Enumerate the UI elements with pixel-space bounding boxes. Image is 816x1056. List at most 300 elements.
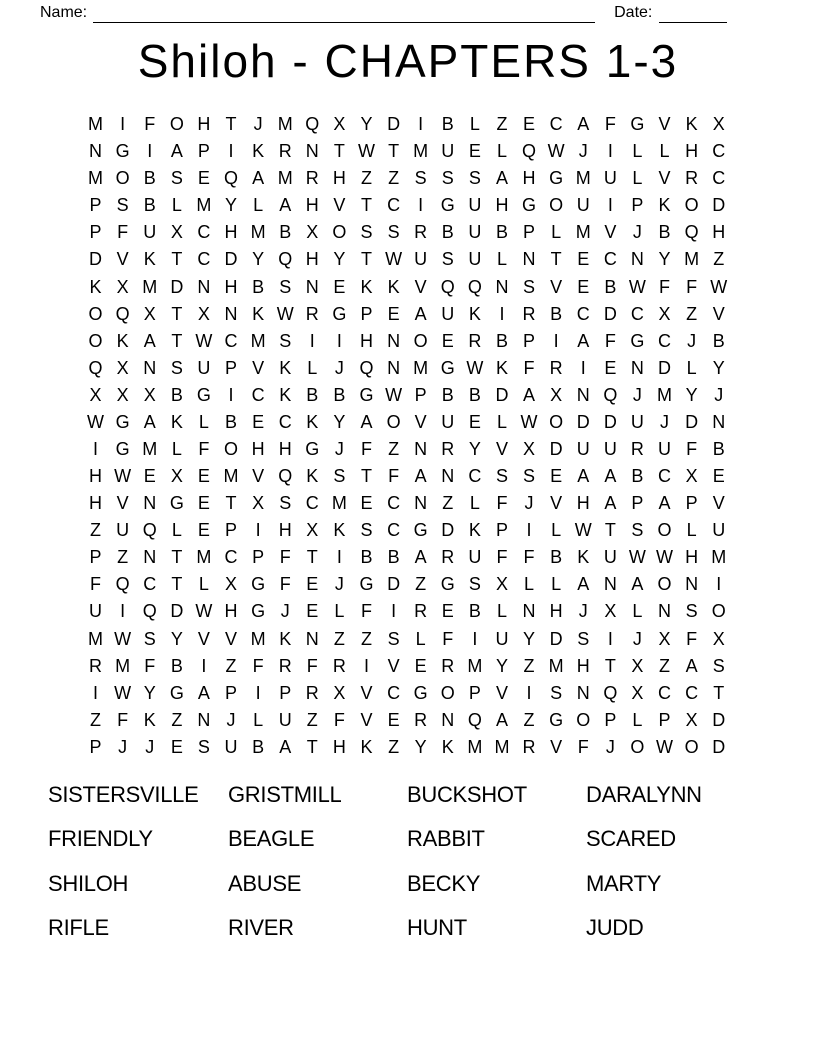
grid-letter: X bbox=[550, 384, 563, 405]
grid-letter: C bbox=[387, 682, 401, 703]
grid-letter: I bbox=[93, 438, 99, 459]
grid-letter: L bbox=[415, 628, 426, 649]
grid-letter: Q bbox=[467, 276, 482, 297]
grid-letter: U bbox=[224, 736, 238, 757]
grid-letter: Y bbox=[414, 736, 427, 757]
grid-letter: J bbox=[334, 357, 344, 378]
grid-letter: M bbox=[250, 330, 266, 351]
grid-letter: E bbox=[306, 601, 319, 622]
grid-letter: C bbox=[143, 574, 157, 595]
grid-letter: Q bbox=[115, 303, 130, 324]
grid-letter: H bbox=[224, 601, 238, 622]
grid-letter: X bbox=[143, 384, 156, 405]
grid-letter: J bbox=[524, 493, 534, 514]
grid-letter: J bbox=[578, 601, 588, 622]
grid-letter: A bbox=[658, 493, 671, 514]
grid-letter: B bbox=[441, 384, 454, 405]
grid-letter: S bbox=[387, 222, 400, 243]
grid-letter: B bbox=[170, 384, 183, 405]
grid-letter: V bbox=[495, 438, 508, 459]
grid-letter: P bbox=[225, 682, 238, 703]
grid-letter: W bbox=[114, 628, 132, 649]
grid-letter: E bbox=[333, 276, 346, 297]
grid-letter: N bbox=[197, 709, 211, 730]
grid-letter: V bbox=[387, 655, 400, 676]
grid-letter: X bbox=[712, 114, 725, 135]
grid-letter: A bbox=[279, 736, 292, 757]
grid-letter: W bbox=[385, 384, 403, 405]
grid-letter: U bbox=[441, 141, 455, 162]
grid-letter: N bbox=[224, 303, 238, 324]
grid-letter: A bbox=[252, 168, 265, 189]
grid-letter: G bbox=[169, 493, 184, 514]
grid-letter: B bbox=[333, 384, 346, 405]
grid-letter: C bbox=[468, 466, 482, 487]
grid-letter: O bbox=[224, 438, 239, 459]
grid-letter: P bbox=[225, 357, 238, 378]
grid-letter: D bbox=[712, 736, 726, 757]
grid-letter: H bbox=[197, 114, 211, 135]
grid-letter: V bbox=[550, 276, 563, 297]
grid-letter: C bbox=[387, 493, 401, 514]
grid-letter: G bbox=[332, 303, 347, 324]
grid-letter: N bbox=[441, 466, 455, 487]
grid-letter: A bbox=[360, 411, 373, 432]
grid-letter: K bbox=[170, 411, 183, 432]
grid-letter: E bbox=[197, 168, 210, 189]
grid-letter: D bbox=[685, 411, 699, 432]
grid-letter: H bbox=[522, 168, 536, 189]
grid-letter: S bbox=[685, 601, 698, 622]
grid-letter: V bbox=[225, 628, 238, 649]
grid-letter: W bbox=[114, 682, 132, 703]
grid-letter: A bbox=[414, 466, 427, 487]
grid-letter: E bbox=[197, 520, 210, 541]
word-list-item: MARTY bbox=[586, 870, 662, 896]
grid-letter: L bbox=[686, 520, 697, 541]
grid-letter: D bbox=[89, 249, 103, 270]
grid-letter: W bbox=[520, 411, 538, 432]
grid-letter: D bbox=[224, 249, 238, 270]
grid-letter: K bbox=[143, 249, 156, 270]
grid-letter: W bbox=[656, 547, 674, 568]
grid-letter: M bbox=[223, 466, 239, 487]
grid-letter: B bbox=[143, 195, 156, 216]
grid-letter: C bbox=[576, 303, 590, 324]
grid-letter: U bbox=[468, 195, 482, 216]
word-list-item: SISTERSVILLE bbox=[48, 782, 199, 808]
grid-letter: F bbox=[306, 655, 318, 676]
grid-letter: W bbox=[710, 276, 728, 297]
grid-letter: J bbox=[280, 601, 290, 622]
grid-letter: G bbox=[305, 438, 320, 459]
grid-letter: F bbox=[686, 628, 698, 649]
grid-letter: A bbox=[685, 655, 698, 676]
grid-letter: U bbox=[468, 249, 482, 270]
grid-letter: V bbox=[550, 493, 563, 514]
grid-letter: O bbox=[630, 736, 645, 757]
grid-letter: Q bbox=[278, 466, 293, 487]
grid-letter: C bbox=[224, 547, 238, 568]
grid-letter: G bbox=[169, 682, 184, 703]
grid-letter: E bbox=[441, 330, 454, 351]
grid-letter: V bbox=[604, 222, 617, 243]
grid-letter: G bbox=[115, 141, 130, 162]
word-list-item: HUNT bbox=[407, 915, 467, 941]
grid-letter: O bbox=[711, 601, 726, 622]
grid-letter: J bbox=[632, 222, 642, 243]
grid-letter: D bbox=[712, 709, 726, 730]
grid-letter: K bbox=[252, 303, 265, 324]
grid-letter: X bbox=[604, 601, 617, 622]
grid-letter: I bbox=[526, 682, 532, 703]
grid-letter: I bbox=[716, 574, 722, 595]
grid-letter: H bbox=[495, 195, 509, 216]
grid-letter: S bbox=[333, 466, 346, 487]
grid-letter: E bbox=[360, 493, 373, 514]
grid-letter: R bbox=[441, 547, 455, 568]
grid-letter: Y bbox=[252, 249, 265, 270]
grid-letter: S bbox=[523, 276, 536, 297]
grid-letter: J bbox=[632, 628, 642, 649]
grid-letter: F bbox=[496, 547, 508, 568]
grid-letter: P bbox=[89, 195, 102, 216]
grid-letter: O bbox=[88, 330, 103, 351]
grid-letter: U bbox=[576, 195, 590, 216]
grid-letter: U bbox=[143, 222, 157, 243]
grid-letter: I bbox=[228, 141, 234, 162]
grid-letter: S bbox=[360, 222, 373, 243]
grid-letter: F bbox=[144, 114, 156, 135]
grid-letter: A bbox=[279, 195, 292, 216]
grid-letter: W bbox=[547, 141, 565, 162]
grid-letter: R bbox=[305, 303, 319, 324]
grid-letter: C bbox=[224, 330, 238, 351]
grid-letter: S bbox=[414, 168, 427, 189]
grid-letter: J bbox=[605, 736, 615, 757]
grid-letter: Z bbox=[171, 709, 183, 730]
grid-letter: H bbox=[224, 276, 238, 297]
grid-letter: D bbox=[387, 114, 401, 135]
grid-letter: A bbox=[523, 384, 536, 405]
grid-letter: Q bbox=[684, 222, 699, 243]
grid-letter: A bbox=[170, 141, 183, 162]
grid-letter: T bbox=[713, 682, 725, 703]
grid-letter: M bbox=[467, 736, 483, 757]
grid-letter: K bbox=[441, 736, 454, 757]
grid-letter: K bbox=[360, 736, 373, 757]
grid-letter: L bbox=[496, 411, 507, 432]
grid-letter: O bbox=[684, 195, 699, 216]
grid-letter: F bbox=[360, 601, 372, 622]
grid-letter: P bbox=[604, 709, 617, 730]
grid-letter: Z bbox=[686, 303, 698, 324]
grid-letter: D bbox=[170, 601, 184, 622]
word-list-item: BEAGLE bbox=[228, 826, 315, 852]
grid-letter: E bbox=[252, 411, 265, 432]
grid-letter: E bbox=[170, 736, 183, 757]
grid-letter: M bbox=[196, 547, 212, 568]
grid-letter: G bbox=[413, 682, 428, 703]
grid-letter: W bbox=[656, 736, 674, 757]
grid-letter: N bbox=[305, 276, 319, 297]
grid-letter: M bbox=[575, 222, 591, 243]
grid-letter: T bbox=[171, 249, 183, 270]
grid-letter: N bbox=[522, 601, 536, 622]
grid-letter: H bbox=[332, 736, 346, 757]
page-title: Shiloh - CHAPTERS 1-3 bbox=[137, 35, 679, 87]
grid-letter: K bbox=[577, 547, 590, 568]
grid-letter: M bbox=[250, 628, 266, 649]
grid-letter: V bbox=[712, 493, 725, 514]
grid-letter: E bbox=[523, 114, 536, 135]
grid-letter: I bbox=[336, 330, 342, 351]
grid-letter: C bbox=[197, 249, 211, 270]
grid-letter: P bbox=[89, 736, 102, 757]
grid-letter: N bbox=[630, 357, 644, 378]
date-blank-line bbox=[659, 3, 727, 23]
header bbox=[40, 3, 740, 23]
grid-letter: V bbox=[116, 493, 129, 514]
grid-letter: B bbox=[387, 547, 400, 568]
grid-letter: U bbox=[630, 411, 644, 432]
grid-letter: T bbox=[225, 114, 237, 135]
grid-letter: U bbox=[603, 438, 617, 459]
word-list-item: RIVER bbox=[228, 915, 294, 941]
grid-letter: V bbox=[414, 276, 427, 297]
grid-letter: Q bbox=[440, 276, 455, 297]
grid-letter: K bbox=[252, 141, 265, 162]
grid-letter: O bbox=[115, 168, 130, 189]
grid-letter: A bbox=[577, 114, 590, 135]
grid-letter: X bbox=[631, 682, 644, 703]
grid-letter: L bbox=[469, 493, 480, 514]
grid-letter: R bbox=[89, 655, 103, 676]
grid-letter: I bbox=[607, 141, 613, 162]
grid-letter: C bbox=[197, 222, 211, 243]
grid-letter: M bbox=[657, 384, 673, 405]
grid-letter: X bbox=[523, 438, 536, 459]
grid-letter: W bbox=[195, 330, 213, 351]
grid-letter: I bbox=[391, 601, 397, 622]
grid-letter: F bbox=[198, 438, 210, 459]
grid-letter: Q bbox=[522, 141, 537, 162]
word-list-item: SHILOH bbox=[48, 870, 129, 896]
word-list-item: JUDD bbox=[586, 915, 644, 941]
grid-letter: A bbox=[414, 303, 427, 324]
grid-letter: H bbox=[576, 493, 590, 514]
grid-letter: G bbox=[413, 520, 428, 541]
grid-letter: Q bbox=[88, 357, 103, 378]
grid-letter: Z bbox=[306, 709, 318, 730]
grid-letter: X bbox=[495, 574, 508, 595]
grid-letter: I bbox=[418, 114, 424, 135]
grid-letter: S bbox=[495, 466, 508, 487]
grid-letter: S bbox=[170, 357, 183, 378]
grid-letter: V bbox=[252, 357, 265, 378]
grid-letter: U bbox=[658, 438, 672, 459]
grid-letter: T bbox=[171, 330, 183, 351]
grid-letter: N bbox=[305, 141, 319, 162]
grid-letter: Z bbox=[225, 655, 237, 676]
grid-letter: L bbox=[524, 574, 535, 595]
grid-letter: Y bbox=[712, 357, 725, 378]
grid-letter: I bbox=[255, 520, 261, 541]
grid-letter: N bbox=[143, 357, 157, 378]
grid-letter: S bbox=[279, 276, 292, 297]
grid-letter: N bbox=[387, 330, 401, 351]
word-list-item: RABBIT bbox=[407, 826, 485, 852]
grid-letter: K bbox=[143, 709, 156, 730]
grid-letter: D bbox=[658, 357, 672, 378]
grid-letter: N bbox=[143, 547, 157, 568]
grid-letter: Q bbox=[603, 682, 618, 703]
grid-letter: F bbox=[279, 547, 291, 568]
grid-letter: P bbox=[89, 222, 102, 243]
grid-letter: O bbox=[549, 195, 564, 216]
grid-letter: E bbox=[414, 655, 427, 676]
grid-letter: G bbox=[440, 195, 455, 216]
grid-letter: P bbox=[252, 547, 265, 568]
grid-letter: M bbox=[467, 655, 483, 676]
grid-letter: I bbox=[580, 357, 586, 378]
grid-letter: O bbox=[657, 574, 672, 595]
grid-letter: Y bbox=[143, 682, 156, 703]
grid-letter: L bbox=[496, 601, 507, 622]
grid-letter: L bbox=[171, 195, 182, 216]
grid-letter: S bbox=[441, 168, 454, 189]
grid-letter: P bbox=[495, 520, 508, 541]
grid-letter: F bbox=[442, 628, 454, 649]
grid-letter: S bbox=[170, 168, 183, 189]
grid-letter: M bbox=[494, 736, 510, 757]
grid-letter: C bbox=[549, 114, 563, 135]
grid-letter: W bbox=[574, 520, 592, 541]
grid-letter: E bbox=[387, 303, 400, 324]
grid-letter: X bbox=[631, 655, 644, 676]
grid-letter: U bbox=[89, 601, 103, 622]
grid-letter: V bbox=[197, 628, 210, 649]
grid-letter: W bbox=[628, 276, 646, 297]
grid-letter: N bbox=[89, 141, 103, 162]
grid-letter: E bbox=[387, 709, 400, 730]
grid-letter: Z bbox=[388, 438, 400, 459]
grid-letter: X bbox=[712, 628, 725, 649]
grid-letter: M bbox=[142, 276, 158, 297]
grid-letter: M bbox=[88, 114, 104, 135]
grid-letter: G bbox=[196, 384, 211, 405]
grid-letter: K bbox=[306, 466, 319, 487]
grid-letter: S bbox=[631, 520, 644, 541]
grid-letter: R bbox=[685, 168, 699, 189]
grid-letter: K bbox=[387, 276, 400, 297]
grid-letter: M bbox=[413, 357, 429, 378]
grid-letter: G bbox=[359, 384, 374, 405]
grid-letter: P bbox=[197, 141, 210, 162]
grid-letter: J bbox=[687, 330, 697, 351]
grid-letter: J bbox=[578, 141, 588, 162]
grid-letter: O bbox=[576, 709, 591, 730]
grid-letter: U bbox=[116, 520, 130, 541]
grid-letter: R bbox=[441, 438, 455, 459]
word-list-item: RIFLE bbox=[48, 915, 109, 941]
grid-letter: U bbox=[468, 547, 482, 568]
grid-letter: O bbox=[88, 303, 103, 324]
grid-letter: J bbox=[253, 114, 263, 135]
grid-letter: F bbox=[686, 438, 698, 459]
grid-letter: L bbox=[632, 141, 643, 162]
grid-letter: Q bbox=[142, 520, 157, 541]
grid-letter: E bbox=[197, 493, 210, 514]
grid-letter: C bbox=[658, 330, 672, 351]
grid-letter: X bbox=[685, 709, 698, 730]
grid-letter: T bbox=[388, 141, 400, 162]
grid-letter: L bbox=[551, 520, 562, 541]
grid-letter: Q bbox=[467, 709, 482, 730]
grid-letter: S bbox=[441, 249, 454, 270]
grid-letter: N bbox=[441, 709, 455, 730]
grid-letter: X bbox=[116, 276, 129, 297]
grid-letter: F bbox=[117, 709, 129, 730]
grid-letter: E bbox=[712, 466, 725, 487]
grid-letter: X bbox=[306, 222, 319, 243]
grid-letter: T bbox=[360, 466, 372, 487]
grid-letter: U bbox=[278, 709, 292, 730]
grid-letter: O bbox=[684, 736, 699, 757]
grid-letter: V bbox=[360, 682, 373, 703]
grid-letter: V bbox=[252, 466, 265, 487]
grid-letter: S bbox=[360, 520, 373, 541]
grid-letter: X bbox=[658, 303, 671, 324]
grid-letter: X bbox=[685, 466, 698, 487]
date-label: Date: bbox=[614, 4, 653, 21]
grid-letter: L bbox=[686, 357, 697, 378]
grid-letter: X bbox=[658, 628, 671, 649]
grid-letter: X bbox=[170, 222, 183, 243]
grid-letter: L bbox=[334, 601, 345, 622]
grid-letter: A bbox=[495, 709, 508, 730]
grid-letter: I bbox=[472, 628, 478, 649]
grid-letter: A bbox=[143, 330, 156, 351]
grid-letter: I bbox=[120, 601, 126, 622]
grid-letter: H bbox=[251, 438, 265, 459]
grid-letter: L bbox=[551, 574, 562, 595]
grid-letter: Q bbox=[278, 249, 293, 270]
grid-letter: I bbox=[93, 682, 99, 703]
grid-letter: F bbox=[523, 357, 535, 378]
grid-letter: S bbox=[279, 330, 292, 351]
grid-letter: F bbox=[577, 736, 589, 757]
grid-letter: J bbox=[118, 736, 128, 757]
grid-letter: C bbox=[658, 466, 672, 487]
grid-letter: K bbox=[658, 195, 671, 216]
grid-letter: X bbox=[116, 384, 129, 405]
grid-letter: Z bbox=[659, 655, 671, 676]
grid-letter: O bbox=[386, 411, 401, 432]
grid-letter: R bbox=[414, 222, 428, 243]
grid-letter: R bbox=[305, 168, 319, 189]
grid-letter: M bbox=[331, 493, 347, 514]
grid-letter: P bbox=[89, 547, 102, 568]
grid-letter: N bbox=[495, 276, 509, 297]
grid-letter: U bbox=[441, 303, 455, 324]
grid-letter: D bbox=[712, 195, 726, 216]
grid-letter: Z bbox=[713, 249, 725, 270]
grid-letter: I bbox=[607, 195, 613, 216]
grid-letter: T bbox=[333, 141, 345, 162]
grid-letter: Z bbox=[117, 547, 129, 568]
grid-letter: F bbox=[279, 574, 291, 595]
